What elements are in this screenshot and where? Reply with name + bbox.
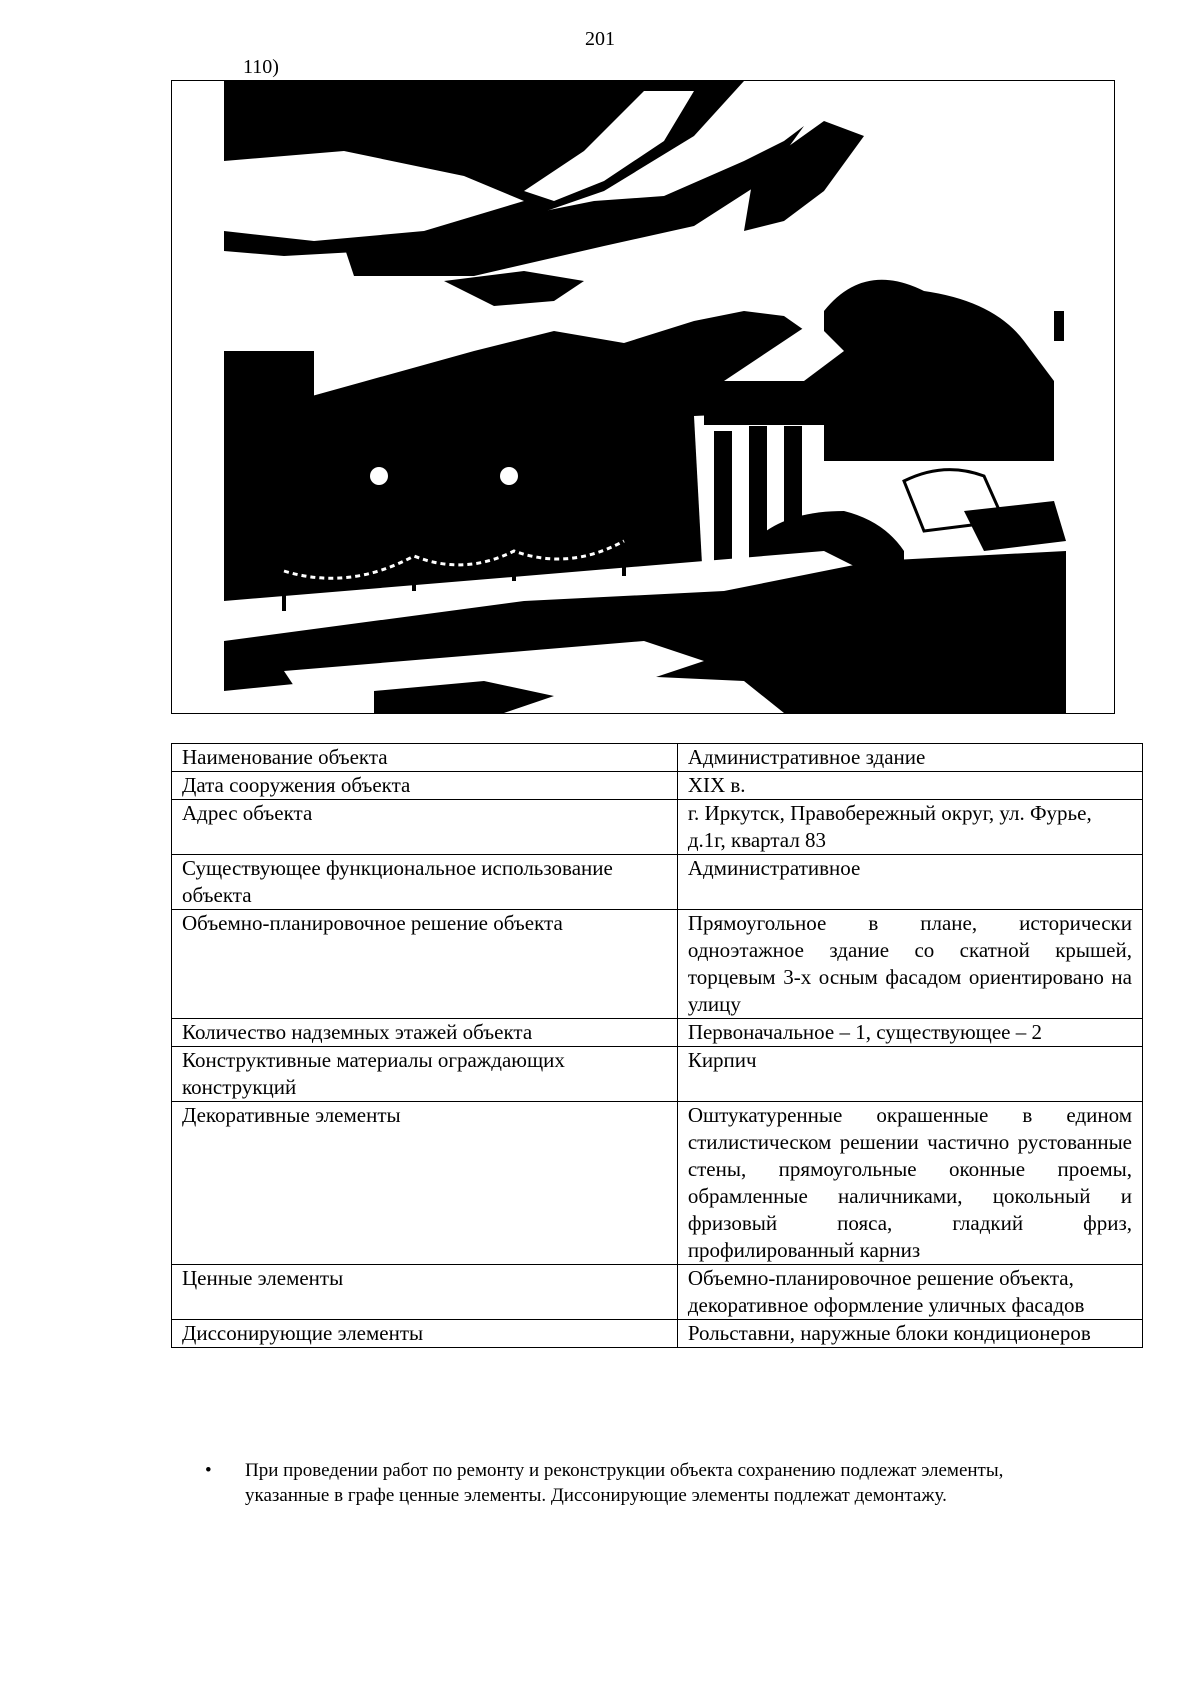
row-value: Рольставни, наружные блоки кондиционеров <box>677 1320 1142 1348</box>
row-value: Первоначальное – 1, существующее – 2 <box>677 1019 1142 1047</box>
row-label: Количество надземных этажей объекта <box>172 1019 678 1047</box>
row-value: Оштукатуренные окрашенные в едином стилистическом решении частично рустованные стены, прямоугольные оконные проемы, обрамленные наличниками, цокольный и фризовый пояса, гладкий фриз, профилированный карниз <box>677 1102 1142 1265</box>
bullet-icon: • <box>205 1460 212 1481</box>
row-label: Дата сооружения объекта <box>172 772 678 800</box>
row-value: Административное <box>677 855 1142 910</box>
table-row <box>172 910 1143 1019</box>
row-label: Адрес объекта <box>172 800 678 855</box>
building-photo-frame <box>171 80 1115 714</box>
item-number: 110) <box>243 56 279 78</box>
row-label: Ценные элементы <box>172 1265 678 1320</box>
table-row <box>172 1265 1143 1320</box>
row-value: Кирпич <box>677 1047 1142 1102</box>
row-label: Диссонирующие элементы <box>172 1320 678 1348</box>
row-value: Административное здание <box>677 744 1142 772</box>
table-row <box>172 744 1143 772</box>
row-label: Конструктивные материалы ограждающих конструкций <box>172 1047 678 1102</box>
row-label: Объемно-планировочное решение объекта <box>172 910 678 1019</box>
table-row <box>172 1019 1143 1047</box>
table-row <box>172 1320 1143 1348</box>
row-label: Декоративные элементы <box>172 1102 678 1265</box>
preservation-note <box>205 1458 1085 1508</box>
building-photo-icon <box>224 81 1066 713</box>
table-row <box>172 855 1143 910</box>
row-label: Наименование объекта <box>172 744 678 772</box>
row-label: Существующее функциональное использование объекта <box>172 855 678 910</box>
row-value: Объемно-планировочное решение объекта, декоративное оформление уличных фасадов <box>677 1265 1142 1320</box>
row-value: XIX в. <box>677 772 1142 800</box>
table-row <box>172 800 1143 855</box>
row-value: г. Иркутск, Правобережный округ, ул. Фурье, д.1г, квартал 83 <box>677 800 1142 855</box>
page-number: 201 <box>585 28 615 50</box>
object-info-table <box>171 743 1143 1348</box>
note-text: При проведении работ по ремонту и реконструкции объекта сохранению подлежат элементы, указанные в графе ценные элементы. Диссонирующие элементы подлежат демонтажу. <box>245 1460 1004 1506</box>
row-value: Прямоугольное в плане, исторически одноэтажное здание со скатной крышей, торцевым 3-х осным фасадом ориентировано на улицу <box>677 910 1142 1019</box>
table-row <box>172 1047 1143 1102</box>
table-row <box>172 772 1143 800</box>
table-row <box>172 1102 1143 1265</box>
